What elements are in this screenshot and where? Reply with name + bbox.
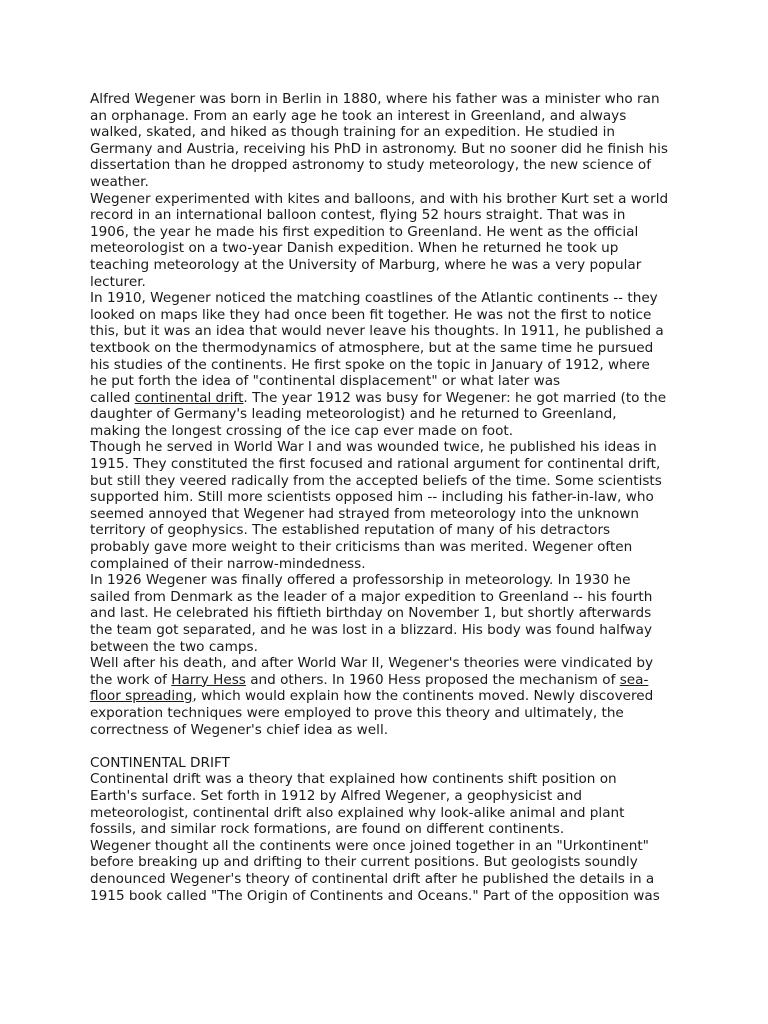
sea-floor-spreading-link[interactable]: sea- floor spreading — [90, 671, 649, 705]
paragraph-vindication — [90, 655, 680, 738]
paragraph-professorship: In 1926 Wegener was finally offered a professorship in meteorology. In 1930 he sailed from Denmark as the leader of a major expedition to Greenland -- his fourth and last. He celebrated his fiftieth birthday on November 1, but shortly afterwards the team got separated, and he was lost in a blizzard. His body was found halfway between the two camps. — [90, 572, 653, 655]
paragraph-definition: Continental drift was a theory that explained how continents shift position on Earth's surface. Set forth in 1912 by Alfred Wegener, a geophysicist and meteorologist, continental drift also explained why look-alike animal and plant fossils, and similar rock formations, are found on different continents. — [90, 771, 625, 838]
continental-drift-link[interactable]: continental drift — [134, 389, 244, 406]
paragraph-coastlines — [90, 290, 680, 439]
paragraph-balloons: Wegener experimented with kites and balloons, and with his brother Kurt set a world record in an international balloon contest, flying 52 hours straight. That was in 1906, the year he made his first expedition to Greenland. He went as the official meteorologist on a two-year Danish expedition. When he returned he took up teaching meteorology at the University of Marburg, where he was a very popular lecturer. — [90, 190, 669, 290]
paragraph-spacer — [90, 738, 680, 755]
document-page — [90, 91, 680, 904]
harry-hess-link[interactable]: Harry Hess — [171, 671, 246, 688]
paragraph-text: . The year 1912 was busy for Wegener: he got married (to the daughter of Germany's leading meteorologist) and he returned to Greenland, making the longest crossing of the ice cap ever made on foot. — [90, 389, 667, 439]
paragraph-text: and others. In 1960 Hess proposed the mechanism of — [245, 671, 620, 688]
paragraph-text: , which would explain how the continents moved. Newly discovered exporation techniques were employed to prove this theory and ultimately, the correctness of Wegener's chief idea as well. — [90, 688, 654, 738]
paragraph-text: In 1910, Wegener noticed the matching coastlines of the Atlantic continents -- they looked on maps like they had once been fit together. He was not the first to notice this, but it was an idea that would never leave his thoughts. In 1911, he published a textbook on the thermodynamics of atmosphere, but at the same time he pursued his studies of the continents. He first spoke on the topic in January of 1912, where he put forth the idea of "continental displacement" or what later was called — [90, 290, 664, 406]
paragraph-text: Well after his death, and after World War II, Wegener's theories were vindicated by the work of — [90, 655, 654, 688]
section-heading: CONTINENTAL DRIFT — [90, 754, 230, 771]
paragraph-birth: Alfred Wegener was born in Berlin in 1880, where his father was a minister who ran an orphanage. From an early age he took an interest in Greenland, and always walked, skated, and hiked as though training for an expedition. He studied in Germany and Austria, receiving his PhD in astronomy. But no sooner did he finish his dissertation than he dropped astronomy to study meteorology, the new science of weather. — [90, 91, 668, 190]
paragraph-urkontinent: Wegener thought all the continents were once joined together in an "Urkontinent" before breaking up and drifting to their current positions. But geologists soundly denounced Wegener's theory of continental drift after he published the details in a 1915 book called "The Origin of Continents and Oceans." Part of the opposition was — [90, 837, 660, 904]
paragraph-war: Though he served in World War I and was wounded twice, he published his ideas in 1915. They constituted the first focused and rational argument for continental drift, but still they veered radically from the accepted beliefs of the time. Some scientists supported him. Still more scientists opposed him -- including his father-in-law, who seemed annoyed that Wegener had strayed from meteorology into the unknown territory of geophysics. The established reputation of many of his detractors probably gave more weight to their criticisms than was merited. Wegener often complained of their narrow-mindedness. — [90, 439, 662, 572]
